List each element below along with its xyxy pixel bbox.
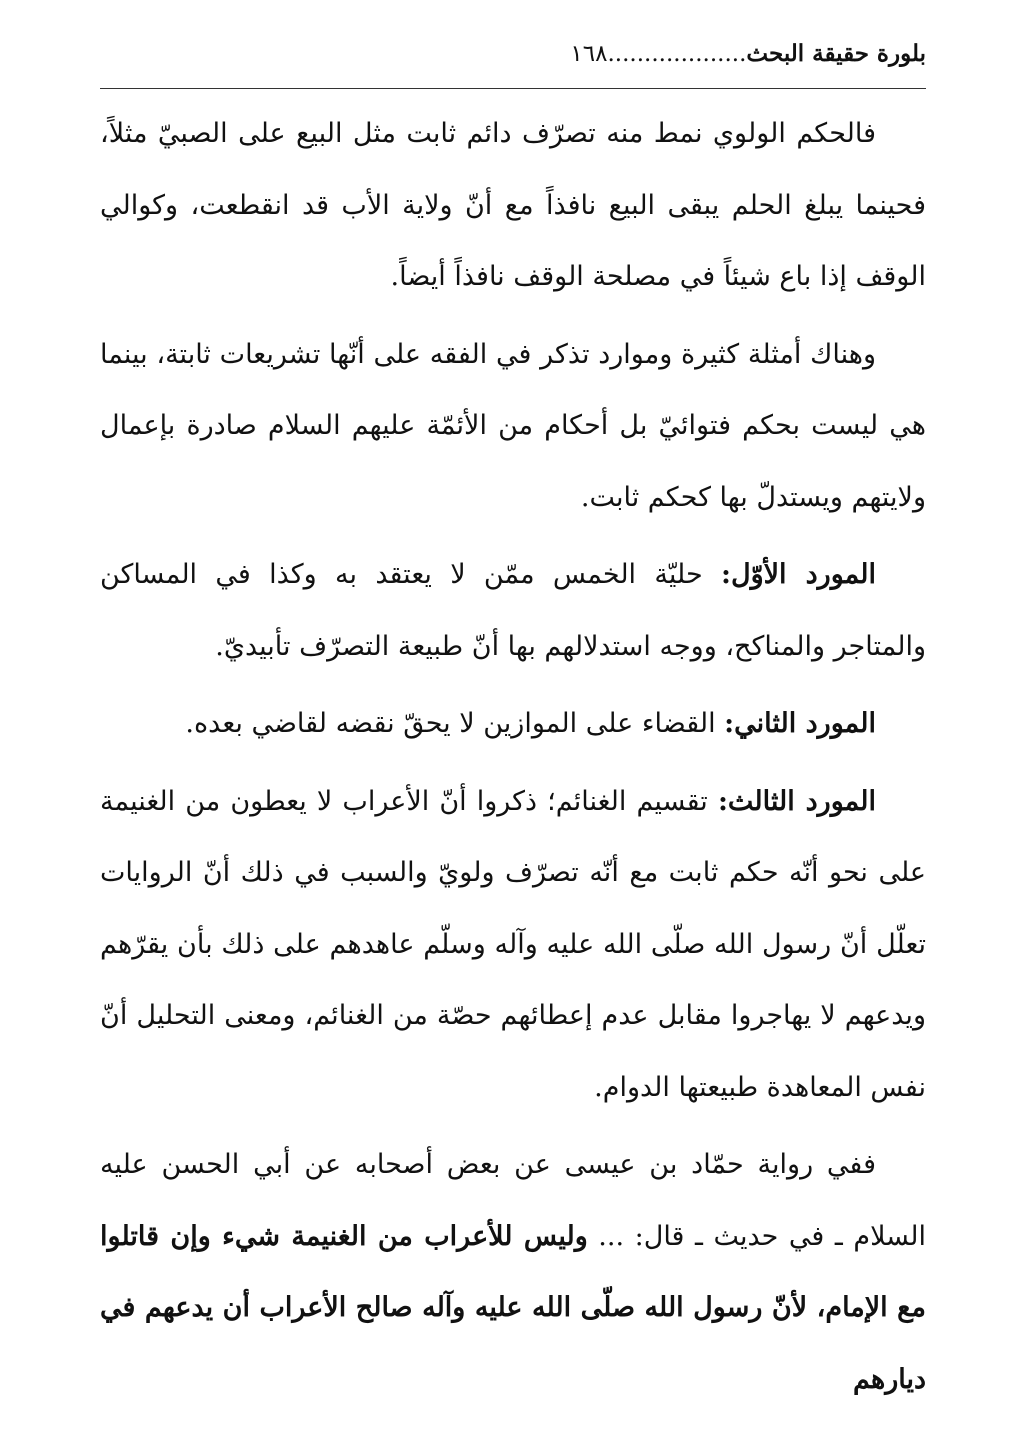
paragraph (100, 539, 926, 682)
header-title: بلورة حقيقة البحث (746, 40, 926, 67)
paragraph-text: فالحكم الولوي نمط منه تصرّف دائم ثابت مثل البيع على الصبيّ مثلاً، فحينما يبلغ الحلم يبقى البيع نافذاً مع أنّ ولاية الأب قد انقطعت، وكوالي الوقف إذا باع شيئاً في مصلحة الوقف نافذاً أيضاً. (100, 118, 926, 292)
paragraph (100, 1129, 926, 1415)
paragraph-text: القضاء على الموازين لا يحقّ نقضه لقاضي بعده. (185, 708, 725, 739)
running-header (100, 40, 926, 89)
paragraph-label: المورد الثاني: (724, 708, 876, 739)
page-number: ١٦٨ (570, 41, 608, 67)
paragraph-label: المورد الأوّل: (720, 559, 877, 590)
paragraph-text: وهناك أمثلة كثيرة وموارد تذكر في الفقه على أنّها تشريعات ثابتة، بينما هي ليست بحكم فتوائيّ بل أحكام من الأئمّة عليهم السلام صادرة بإعمال ولايتهم ويستدلّ بها كحكم ثابت. (100, 338, 926, 513)
paragraph (100, 98, 926, 313)
paragraph (100, 319, 926, 534)
quoted-hadith: وليس للأعراب من الغنيمة شيء وإن قاتلوا مع الإمام، لأنّ رسول الله صلّى الله عليه وآله صالح الأعراب أن يدعهم في ديارهم (100, 1220, 926, 1395)
body-text (100, 98, 926, 1421)
paragraph (100, 766, 926, 1124)
paragraph (100, 688, 926, 760)
paragraph-label: المورد الثالث: (717, 785, 877, 817)
paragraph-text: ففي رواية حمّاد بن عيسى عن بعض أصحابه عن أبي الحسن عليه السلام ـ في حديث ـ قال: ... (100, 1149, 927, 1252)
paragraph-text: حليّة الخمس ممّن لا يعتقد به وكذا في المساكن والمتاجر والمناكح، ووجه استدلالهم بها أنّ طبيعة التصرّف تأبيديّ. (100, 559, 926, 662)
paragraph-text: تقسيم الغنائم؛ ذكروا أنّ الأعراب لا يعطون من الغنيمة على نحو أنّه حكم ثابت مع أنّه تصرّف ولويّ والسبب في ذلك أنّ الروايات تعلّل أنّ رسول الله صلّى الله عليه وآله وسلّم عاهدهم على ذلك بأن يقرّهم ويدعهم لا يهاجروا مقابل عدم إعطائهم حصّة من الغنائم، ومعنى التحليل أنّ نفس المعاهدة طبيعتها الدوام. (100, 785, 926, 1103)
header-leader-dots: ................... (607, 41, 747, 67)
